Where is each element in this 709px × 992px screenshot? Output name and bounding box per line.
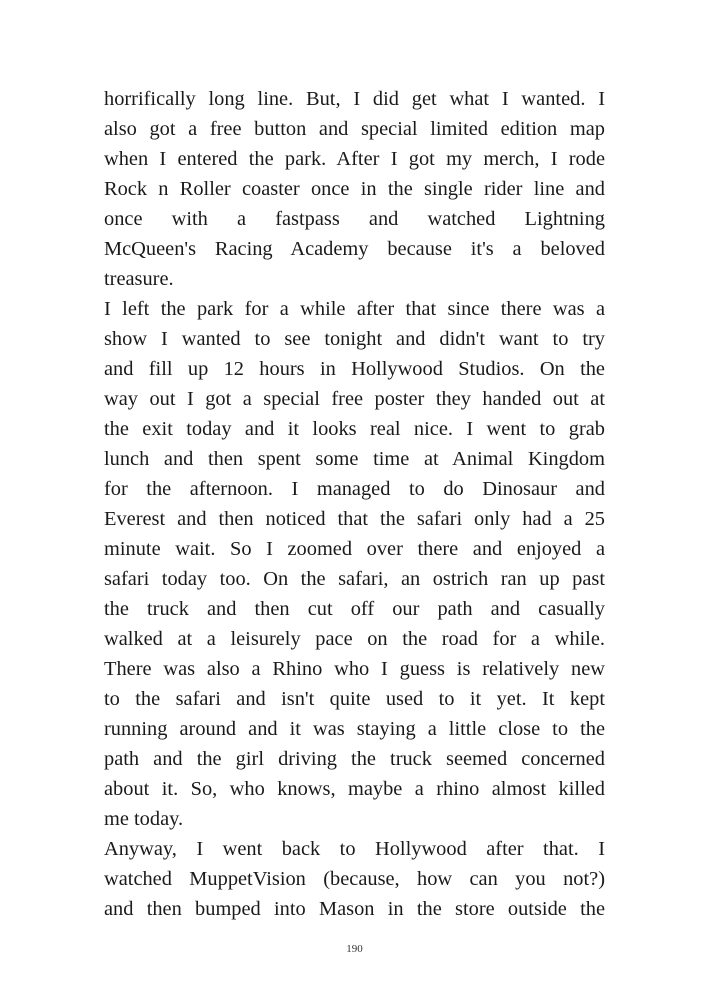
text-line: the exit today and it looks real nice. I went to grab — [104, 418, 605, 440]
text-line: running around and it was staying a little close to the — [104, 718, 605, 740]
text-line: also got a free button and special limited edition map — [104, 118, 605, 140]
text-line: Rock n Roller coaster once in the single rider line and — [104, 178, 605, 200]
text-line: safari today too. On the safari, an ostrich ran up past — [104, 568, 605, 590]
text-line: lunch and then spent some time at Animal Kingdom — [104, 448, 605, 470]
text-line: when I entered the park. After I got my merch, I rode — [104, 148, 605, 170]
text-line: me today. — [104, 808, 184, 830]
text-line: show I wanted to see tonight and didn't want to try — [104, 328, 605, 350]
text-line: and fill up 12 hours in Hollywood Studios. On the — [104, 358, 605, 380]
text-line: about it. So, who knows, maybe a rhino almost killed — [104, 778, 605, 800]
text-line: once with a fastpass and watched Lightning — [104, 208, 605, 230]
page-number: 190 — [346, 943, 363, 955]
text-line: Anyway, I went back to Hollywood after that. I — [104, 838, 605, 860]
text-line: There was also a Rhino who I guess is relatively new — [104, 658, 605, 680]
body-text — [104, 84, 605, 924]
text-line: to the safari and isn't quite used to it yet. It kept — [104, 688, 605, 710]
text-line: I left the park for a while after that since there was a — [104, 298, 605, 320]
text-line: Everest and then noticed that the safari only had a 25 — [104, 508, 605, 530]
text-line: minute wait. So I zoomed over there and enjoyed a — [104, 538, 605, 560]
text-line: path and the girl driving the truck seemed concerned — [104, 748, 605, 770]
text-line: the truck and then cut off our path and casually — [104, 598, 605, 620]
text-line: treasure. — [104, 268, 174, 290]
text-line: McQueen's Racing Academy because it's a beloved — [104, 238, 605, 260]
text-line: and then bumped into Mason in the store outside the — [104, 898, 605, 920]
text-line: walked at a leisurely pace on the road for a while. — [104, 628, 605, 650]
text-line: horrifically long line. But, I did get what I wanted. I — [104, 88, 605, 110]
text-line: watched MuppetVision (because, how can you not?) — [104, 868, 605, 890]
text-line: for the afternoon. I managed to do Dinosaur and — [104, 478, 605, 500]
text-line: way out I got a special free poster they handed out at — [104, 388, 605, 410]
